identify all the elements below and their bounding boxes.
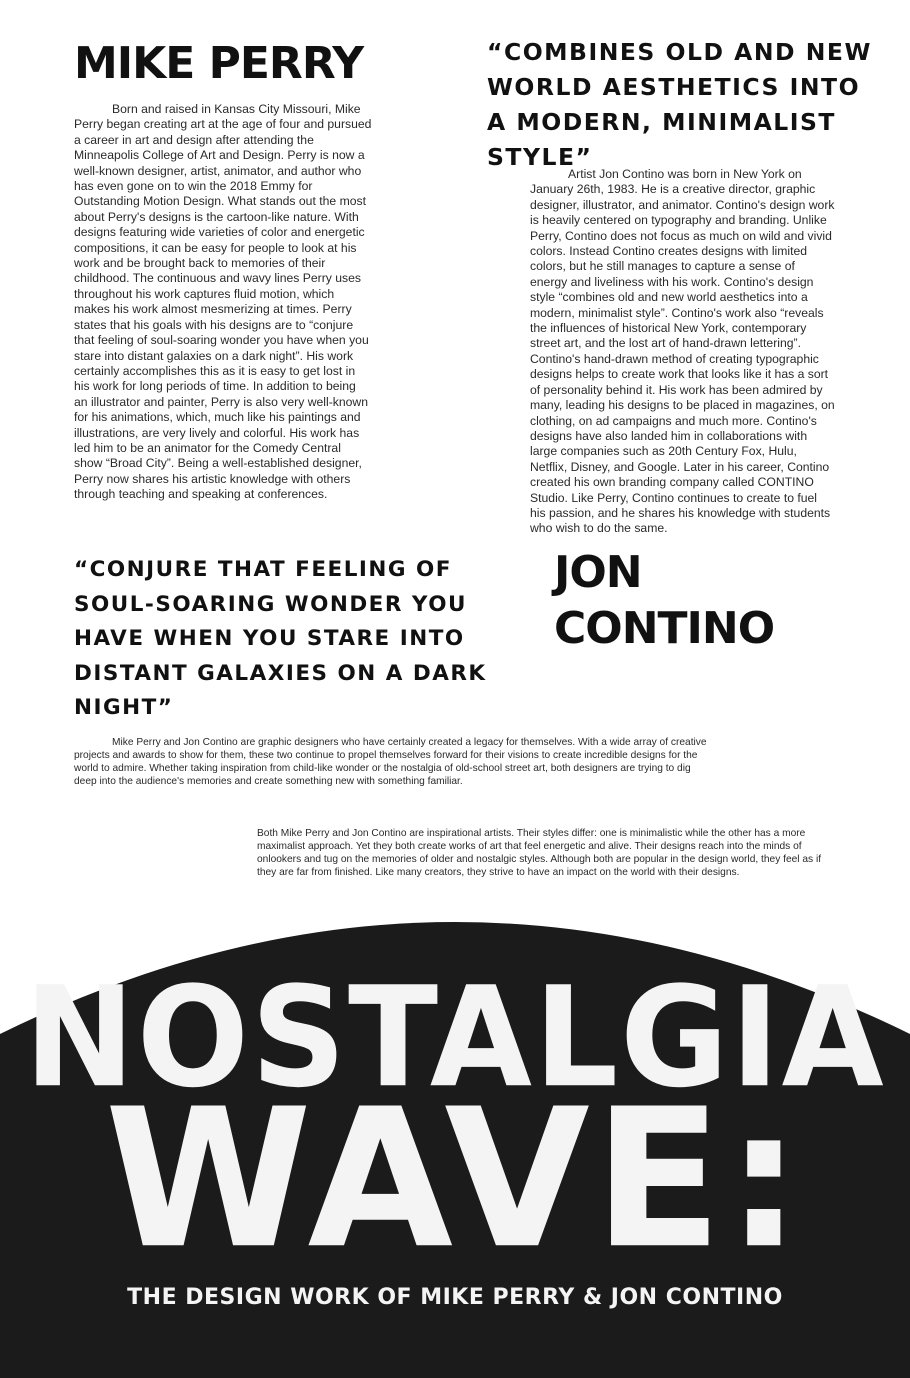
jon-contino-heading: JON CONTINO [554,547,775,654]
perry-quote: “CONJURE THAT FEELING OF SOUL-SOARING WONDER YOU HAVE WHEN YOU STARE INTO DISTANT GALAXIES ON A DARK NIGHT” [74,557,487,720]
contino-quote: “COMBINES OLD AND NEW WORLD AESTHETICS INTO A MODERN, MINIMALIST STYLE” [487,38,872,171]
jon-contino-bio: Artist Jon Contino was born in New York on January 26th, 1983. He is a creative director, graphic designer, illustrator, and animator. Contino's design work is heavily centered on typography and branding. Unlike Perry, Contino does not focus as much on wild and vivid colors. Instead Contino creates designs with limited colors, but he still manages to capture a sense of energy and liveliness with his work. Contino's design style “combines old and new world aesthetics into a modern, minimalist style”. Contino's work also “reveals the influences of historical New York, contemporary street art, and the lost art of hand-drawn lettering”. Contino's hand-drawn method of creating typographic designs helps to create work that looks like it has a sort of personality behind it. His work has been admired by many, leading his designs to be placed in magazines, on clothing, on ad campaigns and much more. Contino's designs have also landed him in collaborations with large companies such as 20th Century Fox, Hulu, Netflix, Disney, and Google. Later in his career, Contino created his own branding company called CONTINO Studio. Like Perry, Contino continues to create to fuel his passion, and he shares his knowledge with students who wish to do the same. [530,167,835,536]
mike-perry-heading: MIKE PERRY [74,38,364,89]
summary-paragraph-2: Both Mike Perry and Jon Contino are inspirational artists. Their styles differ: one is minimalistic while the other has a more maximalist approach. Yet they both create works of art that feel energetic and alive. Their designs reach into the minds of onlookers and tug on the memories of older and nostalgic styles. Although both are popular in the design world, they feel as if they are far from finished. Like many creators, they strive to have an impact on the world with their designs. [257,828,822,878]
hero-title-wave: WAVE: [104,1067,806,1292]
hero-title-nostalgia: NOSTALGIA [24,957,886,1119]
summary-paragraph-1: Mike Perry and Jon Contino are graphic designers who have certainly created a legacy for themselves. With a wide array of creative projects and awards to show for them, these two continue to propel themselves forward for their visions to create incredible designs for the world to admire. Whether taking inspiration from child-like wonder or the nostalgia of old-school street art, both designers are trying to dig deep into the audience's memories and create something new with something familiar. [74,737,707,787]
mike-perry-bio: Born and raised in Kansas City Missouri, Mike Perry began creating art at the age of four and pursued a career in art and design after attending the Minneapolis College of Art and Design. Perry is now a well-known designer, artist, animator, and author who has even gone on to win the 2018 Emmy for Outstanding Motion Design. What stands out the most about Perry's designs is the cartoon-like nature. With designs featuring wide varieties of color and energetic compositions, it can be easy for people to look at his work and be brought back to memories of their childhood. The continuous and wavy lines Perry uses throughout his work captures fluid motion, which makes his work almost mesmerizing at times. Perry states that his goals with his designs are to “conjure that feeling of soul-soaring wonder you have when you stare into distant galaxies on a dark night”. His work certainly accomplishes this as it is easy to get lost in his work for long periods of time. In addition to being an illustrator and painter, Perry is also very well-known for his animations, which, much like his paintings and illustrations, are very lively and colorful. His work has led him to be an animator for the Comedy Central show “Broad City”. Being a well-established designer, Perry now shares his artistic knowledge with others through teaching and speaking at conferences. [74,102,372,502]
hero-subtitle: THE DESIGN WORK OF MIKE PERRY & JON CONTINO [127,1285,783,1310]
